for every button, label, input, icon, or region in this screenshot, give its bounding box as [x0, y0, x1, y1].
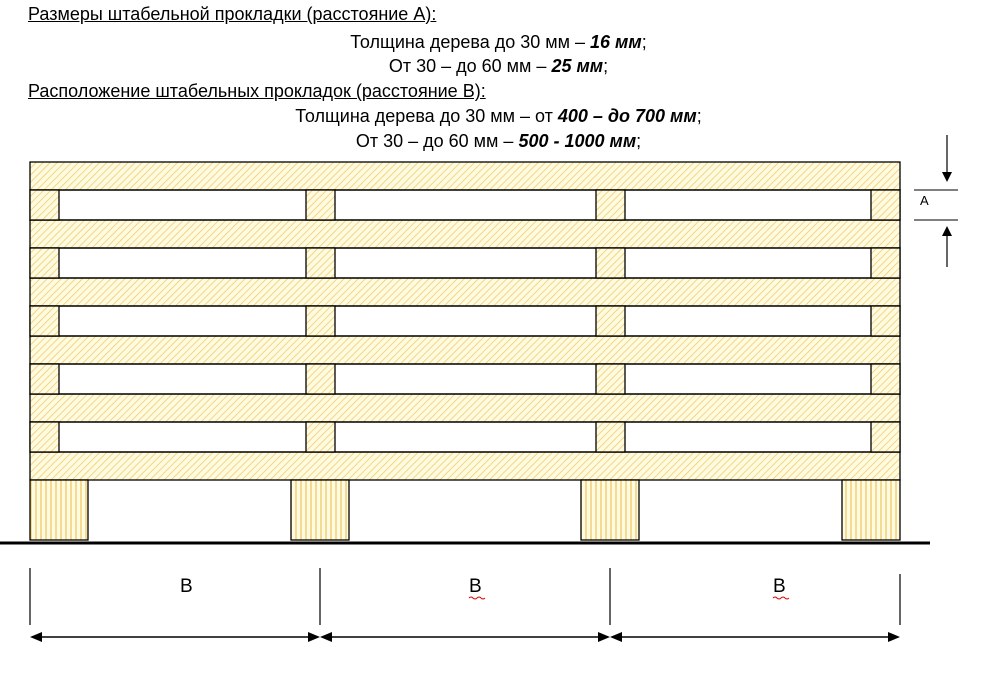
dimension-b-label: В	[469, 576, 482, 597]
arrow-up-icon	[942, 226, 952, 236]
a-rule-thin-wood-value: 16 мм	[590, 32, 642, 52]
sticker	[871, 248, 900, 278]
sticker	[596, 190, 625, 220]
dimension-b	[30, 568, 900, 642]
support-beam	[842, 480, 900, 540]
dimension-b-label: В	[180, 576, 193, 597]
a-rule-thick-wood-value: 25 мм	[551, 56, 604, 76]
dimension-a	[914, 135, 958, 267]
lumber-boards	[30, 162, 900, 480]
sticker	[30, 364, 59, 394]
support-beams	[30, 480, 900, 540]
arrow-right-icon	[598, 632, 610, 642]
b-rule-thin-wood-prefix: Толщина дерева до 30 мм – от	[295, 106, 558, 126]
support-beam	[30, 480, 88, 540]
sticker	[306, 248, 335, 278]
support-beam	[581, 480, 639, 540]
sticker-row	[30, 306, 900, 336]
arrow-right-icon	[888, 632, 900, 642]
sticker	[306, 190, 335, 220]
sticker-row	[30, 190, 900, 220]
sticker	[596, 364, 625, 394]
b-rule-thick-wood-value: 500 - 1000 мм	[518, 131, 637, 151]
sticker	[30, 248, 59, 278]
sticker	[871, 190, 900, 220]
lumber-board	[30, 220, 900, 248]
heading-distance-a: Размеры штабельной прокладки (расстояние А):	[28, 4, 437, 24]
arrow-left-icon	[610, 632, 622, 642]
sticker	[596, 306, 625, 336]
dimension-b-label: В	[773, 576, 786, 597]
sticker	[871, 422, 900, 452]
b-rule-thick-wood-prefix: От 30 – до 60 мм –	[355, 131, 519, 151]
sticker	[30, 306, 59, 336]
b-rule-thick-wood-suffix: ;	[636, 131, 642, 151]
sticker	[30, 422, 59, 452]
sticker	[871, 364, 900, 394]
sticker-row	[30, 422, 900, 452]
sticker-row	[30, 364, 900, 394]
sticker	[596, 422, 625, 452]
sticker-row	[30, 248, 900, 278]
lumber-board	[30, 278, 900, 306]
heading-distance-b: Расположение штабельных прокладок (расстояние В):	[28, 81, 486, 101]
lumber-board	[30, 452, 900, 480]
sticker	[871, 306, 900, 336]
support-beam	[291, 480, 349, 540]
dimension-a-label: А	[920, 193, 929, 208]
arrow-left-icon	[320, 632, 332, 642]
lumber-board	[30, 162, 900, 190]
arrow-down-icon	[942, 172, 952, 182]
sticker	[306, 364, 335, 394]
arrow-left-icon	[30, 632, 42, 642]
sticker	[306, 422, 335, 452]
arrow-right-icon	[308, 632, 320, 642]
sticker	[596, 248, 625, 278]
sticker	[306, 306, 335, 336]
lumber-board	[30, 336, 900, 364]
sticker	[30, 190, 59, 220]
a-rule-thick-wood-prefix: От 30 – до 60 мм –	[388, 56, 552, 76]
a-rule-thin-wood-prefix: Толщина дерева до 30 мм –	[350, 32, 591, 52]
a-rule-thin-wood-suffix: ;	[641, 32, 647, 52]
lumber-board	[30, 394, 900, 422]
b-rule-thin-wood-suffix: ;	[696, 106, 702, 126]
b-rule-thin-wood-value: 400 – до 700 мм	[557, 106, 697, 126]
a-rule-thick-wood-suffix: ;	[603, 56, 609, 76]
